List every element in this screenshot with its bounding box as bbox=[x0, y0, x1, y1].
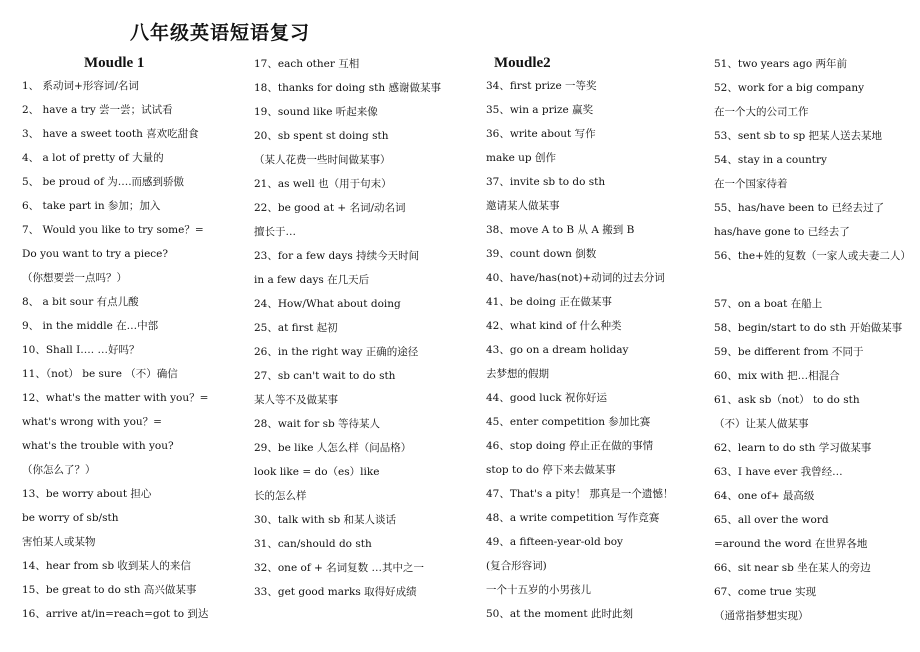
phrase-line: 2、 have a try 尝一尝；试试看 bbox=[22, 104, 173, 116]
phrase-line: 20、sb spent st doing sth bbox=[254, 130, 389, 142]
phrase-line: 某人等不及做某事 bbox=[254, 394, 338, 406]
phrase-line: 51、two years ago 两年前 bbox=[714, 58, 848, 70]
phrase-line: 67、come true 实现 bbox=[714, 586, 817, 598]
phrase-line: 24、How/What about doing bbox=[254, 298, 401, 310]
phrase-line: 9、 in the middle 在…中部 bbox=[22, 320, 159, 332]
phrase-line: 58、begin/start to do sth 开始做某事 bbox=[714, 322, 903, 334]
phrase-line: 一个十五岁的小男孩儿 bbox=[486, 584, 591, 596]
phrase-line: 5、 be proud of 为….而感到骄傲 bbox=[22, 176, 185, 188]
phrase-line: 62、learn to do sth 学习做某事 bbox=[714, 442, 872, 454]
phrase-line: 56、the+姓的复数（一家人或夫妻二人） bbox=[714, 250, 911, 262]
phrase-line: 37、invite sb to do sth bbox=[486, 176, 606, 188]
phrase-line: what's wrong with you？= bbox=[22, 416, 162, 428]
phrase-line: make up 创作 bbox=[486, 152, 556, 164]
phrase-line: 28、wait for sb 等待某人 bbox=[254, 418, 381, 430]
phrase-line: （某人花费一些时间做某事） bbox=[254, 154, 391, 166]
phrase-line: 50、at the moment 此时此刻 bbox=[486, 608, 633, 620]
phrase-line: 42、what kind of 什么种类 bbox=[486, 320, 622, 332]
phrase-line: 7、 Would you like to try some？= bbox=[22, 224, 204, 236]
phrase-line: 45、enter competition 参加比赛 bbox=[486, 416, 651, 428]
phrase-line: 33、get good marks 取得好成绩 bbox=[254, 586, 417, 598]
phrase-line: 10、Shall I…. …好吗？ bbox=[22, 344, 140, 356]
phrase-line: （通常指梦想实现） bbox=[714, 610, 809, 622]
column-1 bbox=[22, 52, 252, 626]
phrase-line: 26、in the right way 正确的途径 bbox=[254, 346, 419, 358]
phrase-line: 29、be like 人怎么样（问品格） bbox=[254, 442, 412, 454]
phrase-line: 34、first prize 一等奖 bbox=[486, 80, 597, 92]
phrase-line: has/have gone to 已经去了 bbox=[714, 226, 850, 238]
phrase-line: 14、hear from sb 收到某人的来信 bbox=[22, 560, 191, 572]
column-3 bbox=[486, 52, 714, 626]
phrase-line: 13、be worry about 担心 bbox=[22, 488, 152, 500]
phrase-line: 47、That's a pity！ 那真是一个遗憾！ bbox=[486, 488, 674, 500]
phrase-line: 49、a fifteen-year-old boy bbox=[486, 536, 623, 548]
phrase-line: 38、move A to B 从 A 搬到 B bbox=[486, 224, 635, 236]
phrase-line: look like = do（es）like bbox=[254, 466, 380, 478]
phrase-line: 55、has/have been to 已经去过了 bbox=[714, 202, 884, 214]
phrase-line: 害怕某人或某物 bbox=[22, 536, 96, 548]
document-title: 八年级英语短语复习 bbox=[130, 22, 311, 44]
phrase-line: 25、at first 起初 bbox=[254, 322, 338, 334]
phrase-line: （你怎么了？） bbox=[22, 464, 96, 476]
phrase-line: 31、can/should do sth bbox=[254, 538, 372, 550]
column-4 bbox=[714, 52, 920, 628]
phrase-line: 在一个国家待着 bbox=[714, 178, 788, 190]
blank-line bbox=[714, 268, 920, 292]
phrase-line: what's the trouble with you? bbox=[22, 440, 174, 452]
phrase-line: 60、mix with 把…相混合 bbox=[714, 370, 840, 382]
phrase-line: 邀请某人做某事 bbox=[486, 200, 560, 212]
phrase-line: 41、be doing 正在做某事 bbox=[486, 296, 612, 308]
phrase-line: 擅长于… bbox=[254, 226, 296, 238]
phrase-line: 32、one of + 名词复数 …其中之一 bbox=[254, 562, 425, 574]
section-heading-module2: Moudle2 bbox=[494, 55, 551, 71]
phrase-line: 63、I have ever 我曾经… bbox=[714, 466, 843, 478]
phrase-line: 52、work for a big company bbox=[714, 82, 865, 94]
phrase-line: 4、 a lot of pretty of 大量的 bbox=[22, 152, 164, 164]
phrase-line: 40、have/has(not)+动词的过去分词 bbox=[486, 272, 665, 284]
phrase-line: 长的怎么样 bbox=[254, 490, 307, 502]
phrase-line: 65、all over the word bbox=[714, 514, 829, 526]
phrase-line: 35、win a prize 赢奖 bbox=[486, 104, 594, 116]
section-heading-module1: Moudle 1 bbox=[84, 55, 145, 71]
phrase-line: 39、count down 倒数 bbox=[486, 248, 597, 260]
phrase-line: 57、on a boat 在船上 bbox=[714, 298, 823, 310]
phrase-line: 1、 系动词+形容词/名词 bbox=[22, 80, 139, 92]
phrase-line: 48、a write competition 写作竞赛 bbox=[486, 512, 660, 524]
phrase-line: 12、what's the matter with you？= bbox=[22, 392, 209, 404]
phrase-line: 53、sent sb to sp 把某人送去某地 bbox=[714, 130, 883, 142]
phrase-line: 3、 have a sweet tooth 喜欢吃甜食 bbox=[22, 128, 199, 140]
phrase-line: （不）让某人做某事 bbox=[714, 418, 809, 430]
phrase-line: 16、arrive at/in=reach=got to 到达 bbox=[22, 608, 209, 620]
phrase-line: 27、sb can't wait to do sth bbox=[254, 370, 396, 382]
phrase-line: 去梦想的假期 bbox=[486, 368, 549, 380]
phrase-line: in a few days 在几天后 bbox=[254, 274, 370, 286]
phrase-line: （你想要尝一点吗？） bbox=[22, 272, 127, 284]
column-2 bbox=[254, 52, 482, 604]
phrase-line: 17、each other 互相 bbox=[254, 58, 360, 70]
phrase-line: 44、good luck 祝你好运 bbox=[486, 392, 607, 404]
phrase-line: =around the word 在世界各地 bbox=[714, 538, 868, 550]
phrase-line: 36、write about 写作 bbox=[486, 128, 596, 140]
phrase-line: be worry of sb/sth bbox=[22, 512, 119, 524]
phrase-line: 22、be good at + 名词/动名词 bbox=[254, 202, 406, 214]
phrase-line: 18、thanks for doing sth 感谢做某事 bbox=[254, 82, 441, 94]
phrase-line: 46、stop doing 停止正在做的事情 bbox=[486, 440, 654, 452]
phrase-line: 21、as well 也（用于句末） bbox=[254, 178, 392, 190]
phrase-line: 8、 a bit sour 有点儿酸 bbox=[22, 296, 139, 308]
phrase-line: 30、talk with sb 和某人谈话 bbox=[254, 514, 397, 526]
phrase-line: 19、sound like 听起来像 bbox=[254, 106, 378, 118]
phrase-line: Do you want to try a piece? bbox=[22, 248, 169, 260]
phrase-line: 66、sit near sb 坐在某人的旁边 bbox=[714, 562, 871, 574]
phrase-line: 43、go on a dream holiday bbox=[486, 344, 629, 356]
phrase-line: stop to do 停下来去做某事 bbox=[486, 464, 616, 476]
phrase-line: 64、one of+ 最高级 bbox=[714, 490, 815, 502]
phrase-line: 23、for a few days 持续今天时间 bbox=[254, 250, 420, 262]
phrase-line: 61、ask sb（not） to do sth bbox=[714, 394, 860, 406]
phrase-line: 54、stay in a country bbox=[714, 154, 827, 166]
phrase-line: 59、be different from 不同于 bbox=[714, 346, 864, 358]
phrase-line: 在一个大的公司工作 bbox=[714, 106, 809, 118]
phrase-line: 6、 take part in 参加；加入 bbox=[22, 200, 161, 212]
phrase-line: (复合形容词) bbox=[486, 560, 547, 572]
phrase-line: 11、（not） be sure （不）确信 bbox=[22, 368, 178, 380]
phrase-line: 15、be great to do sth 高兴做某事 bbox=[22, 584, 197, 596]
